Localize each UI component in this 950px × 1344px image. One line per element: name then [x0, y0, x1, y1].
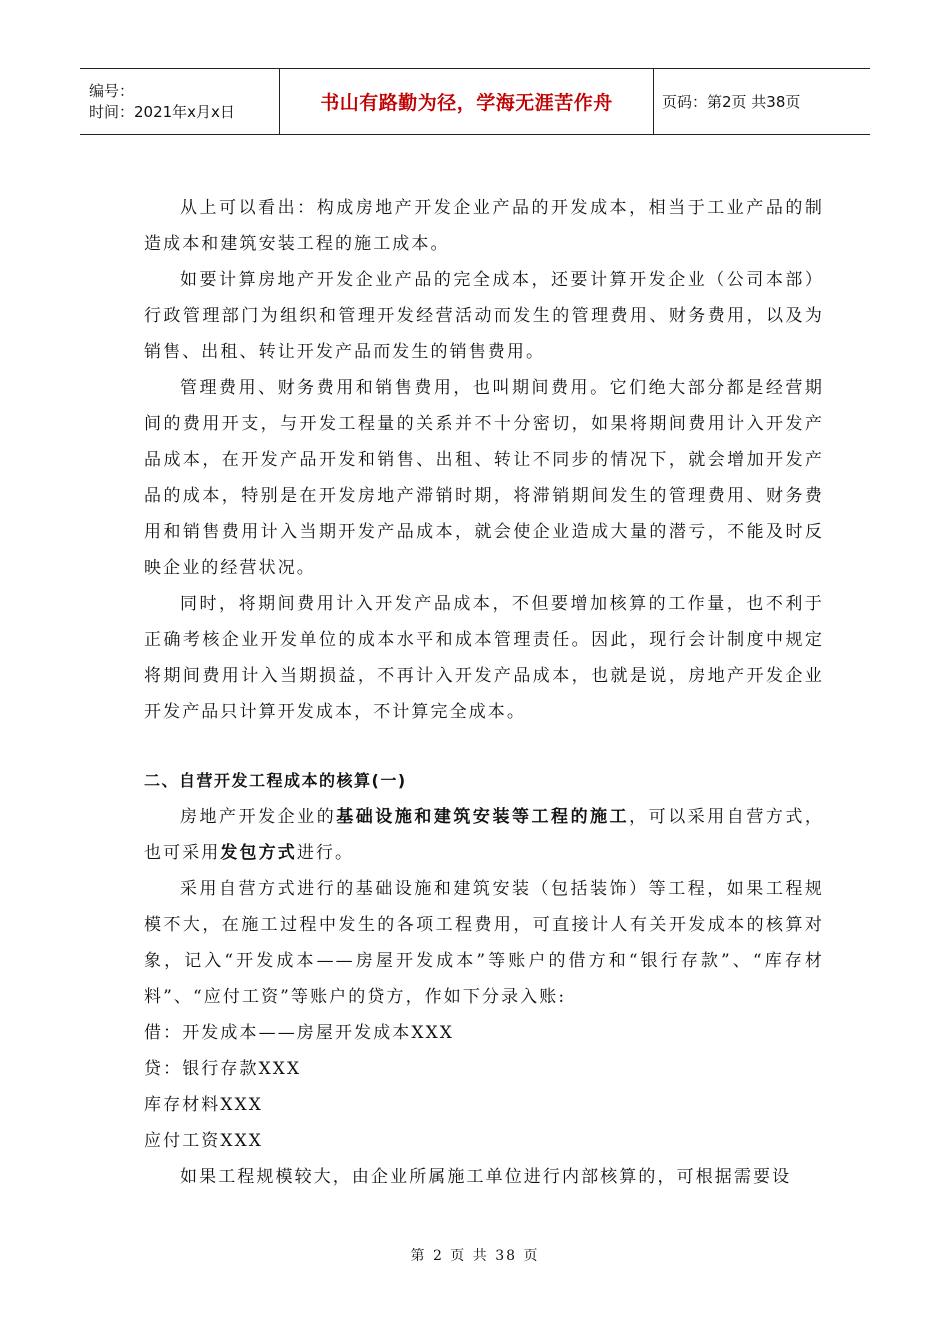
p5-text-e: 进行。: [296, 843, 355, 863]
p5-text-a: 房地产开发企业的: [180, 807, 337, 827]
paragraph-3: 管理费用、财务费用和销售费用，也叫期间费用。它们绝大部分都是经营期间的费用开支，与开发工程量的关系并不十分密切，如果将期间费用计入开发产品成本，在开发产品开发和销售、出租、转让不同步的情况下，就会增加开发产品的成本，特别是在开发房地产滞销时期，将滞销期间发生的管理费用、财务费用和销售费用计入当期开发产品成本，就会使企业造成大量的潜亏，不能及时反映企业的经营状况。: [144, 378, 824, 578]
number-label: 编号：: [89, 81, 135, 100]
journal-entry-credit-2: 库存材料XXX: [144, 1095, 264, 1115]
section-heading: 二、自营开发工程成本的核算(一): [144, 771, 407, 790]
document-header: [80, 68, 870, 135]
page-footer: 第 2 页 共 38 页: [410, 1248, 540, 1264]
document-body: [144, 190, 824, 1195]
journal-entry-credit-1: 贷：银行存款XXX: [144, 1059, 302, 1079]
header-meta: [80, 69, 280, 134]
paragraph-2: 如要计算房地产开发企业产品的完全成本，还要计算开发企业（公司本部）行政管理部门为组织和管理开发经营活动而发生的管理费用、财务费用，以及为销售、出租、转让开发产品而发生的销售费用。: [144, 270, 824, 362]
paragraph-1: 从上可以看出：构成房地产开发企业产品的开发成本，相当于工业产品的制造成本和建筑安装工程的施工成本。: [144, 198, 824, 254]
p5-bold-a: 基础设施和建筑安装等工程的施工: [336, 807, 630, 827]
paragraph-4: 同时，将期间费用计入开发产品成本，不但要增加核算的工作量，也不利于正确考核企业开发单位的成本水平和成本管理责任。因此，现行会计制度中规定将期间费用计入当期损益，不再计入开发产品成本，也就是说，房地产开发企业开发产品只计算开发成本，不计算完全成本。: [144, 594, 824, 722]
paragraph-7: 如果工程规模较大，由企业所属施工单位进行内部核算的，可根据需要设: [180, 1167, 792, 1187]
paragraph-6: 采用自营方式进行的基础设施和建筑安装（包括装饰）等工程，如果工程规模不大，在施工过程中发生的各项工程费用，可直接计人有关开发成本的核算对象，记入“开发成本——房屋开发成本”等账户的借方和“银行存款”、“库存材料”、“应付工资”等账户的贷方，作如下分录入账:: [144, 879, 824, 1007]
date-label: 时间：2021年x月x日: [89, 102, 235, 121]
header-motto: 书山有路勤为径，学海无涯苦作舟: [280, 69, 654, 134]
header-page-label: 页码：第2页 共38页: [662, 93, 801, 111]
p5-bold-d: 发包方式: [220, 843, 297, 863]
paragraph-5: [144, 799, 824, 871]
journal-entry-debit: 借：开发成本——房屋开发成本XXX: [144, 1023, 455, 1043]
p5-text-c: ，可以采用自营方式，也可采用: [144, 807, 825, 863]
journal-entry-credit-3: 应付工资XXX: [144, 1131, 264, 1151]
